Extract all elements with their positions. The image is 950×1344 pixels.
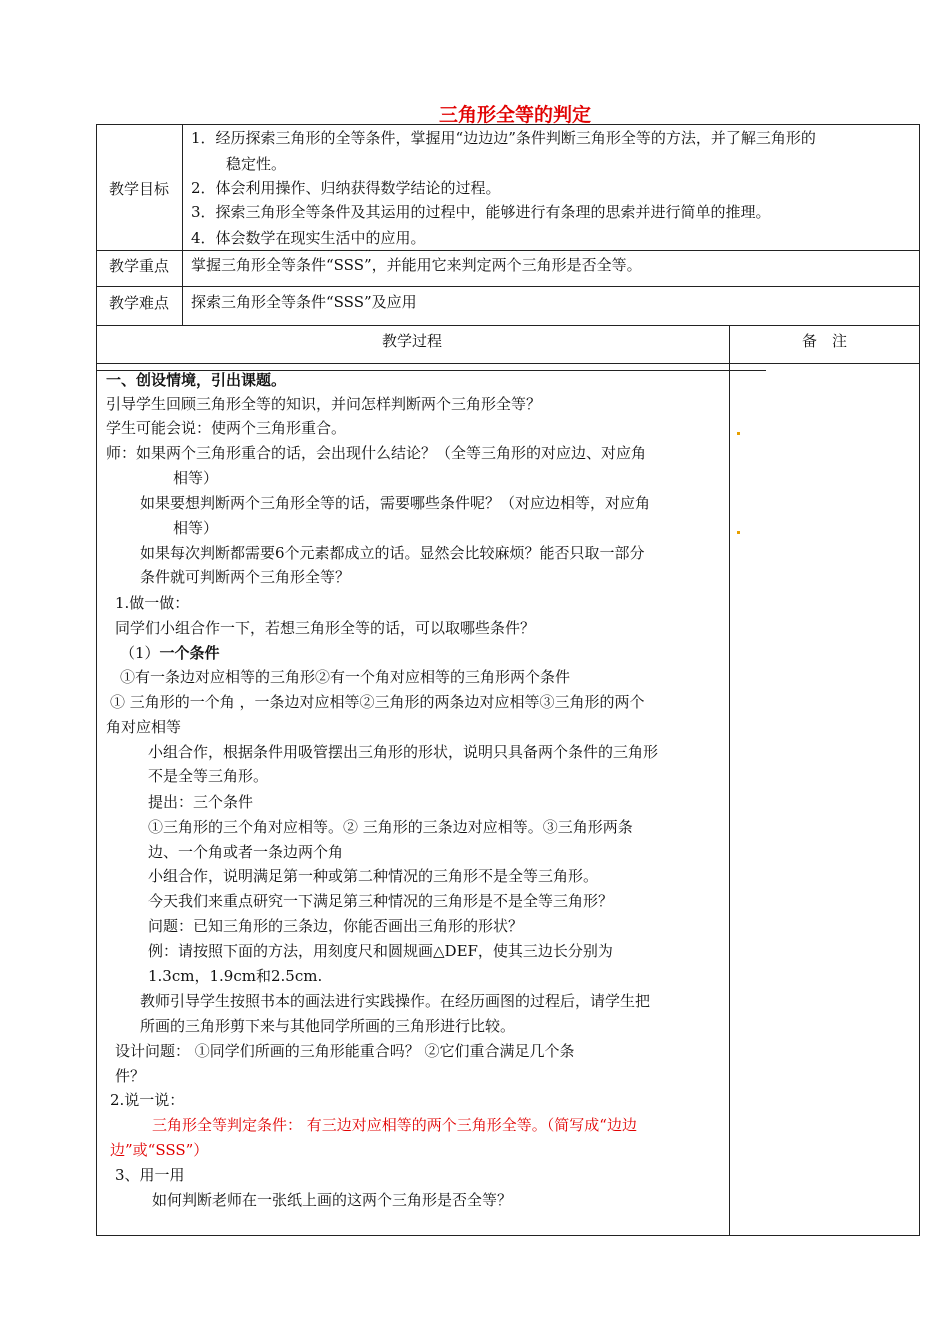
- content-line: ① 三角形的一个角 ，一条边对应相等②三角形的两条边对应相等③三角形的两个: [110, 693, 645, 711]
- mark-dot: [737, 432, 740, 435]
- content-line: 边、一个角或者一条边两个角: [148, 843, 344, 861]
- difficulty-text: 探索三角形全等条件“SSS”及应用: [191, 293, 417, 311]
- process-header: 教学过程: [382, 332, 443, 350]
- content-line: 师：如果两个三角形重合的话，会出现什么结论？（全等三角形的对应边、对应角: [106, 444, 647, 462]
- content-line: 2.说一说：: [110, 1091, 185, 1109]
- content-line: 相等）: [173, 519, 219, 537]
- content-line: 设计问题： ①同学们所画的三角形能重合吗？ ②它们重合满足几个条: [115, 1042, 575, 1060]
- page-title: 三角形全等的判定: [438, 104, 591, 126]
- row-divider: [96, 325, 920, 326]
- subheading: 一个条件: [159, 644, 220, 662]
- label-column-divider: [182, 124, 183, 325]
- row-divider: [96, 286, 920, 287]
- content-line: [120, 643, 220, 663]
- content-line: 1.做一做：: [115, 594, 190, 612]
- content-line: 所画的三角形剪下来与其他同学所画的三角形进行比较。: [140, 1017, 516, 1035]
- content-line: 如何判断老师在一张纸上画的这两个三角形是否全等？: [152, 1191, 513, 1209]
- content-line: 今天我们来重点研究一下满足第三种情况的三角形是不是全等三角形？: [148, 892, 614, 910]
- notes-header: 备 注: [802, 332, 848, 350]
- objective-item: 3．探索三角形全等条件及其运用的过程中，能够进行有条理的思索并进行简单的推理。: [191, 203, 771, 221]
- difficulty-label: 教学难点: [108, 294, 169, 312]
- objective-item: 稳定性。: [226, 155, 287, 173]
- content-line: 件？: [115, 1067, 146, 1085]
- content-line: 引导学生回顾三角形全等的知识，并问怎样判断两个三角形全等？: [106, 395, 542, 413]
- content-line: 1.3cm，1.9cm和2.5cm.: [148, 967, 323, 985]
- mark-dot: [737, 531, 740, 534]
- content-line: 不是全等三角形。: [148, 767, 269, 785]
- content-line: 问题：已知三角形的三条边，你能否画出三角形的形状？: [148, 917, 524, 935]
- content-line: 教师引导学生按照书本的画法进行实践操作。在经历画图的过程后，请学生把: [140, 992, 651, 1010]
- objective-item: 4．体会数学在现实生活中的应用。: [191, 229, 426, 247]
- key-point-text: 掌握三角形全等条件“SSS”，并能用它来判定两个三角形是否全等。: [191, 256, 642, 274]
- objective-item: 2．体会利用操作、归纳获得数学结论的过程。: [191, 179, 501, 197]
- notes-column-divider: [729, 325, 730, 1236]
- key-point-label: 教学重点: [108, 257, 169, 275]
- content-line: 如果每次判断都需要6个元素都成立的话。显然会比较麻烦？能否只取一部分: [140, 544, 645, 562]
- objectives-label: 教学目标: [108, 180, 169, 198]
- row-divider: [96, 250, 920, 251]
- objective-item: 1．经历探索三角形的全等条件，掌握用“边边边”条件判断三角形全等的方法，并了解三角形的: [191, 129, 816, 147]
- content-line: ①有一条边对应相等的三角形②有一个角对应相等的三角形两个条件: [120, 668, 571, 686]
- highlight-line: 边”或“SSS”）: [110, 1141, 209, 1159]
- item-number: （1）: [120, 644, 160, 662]
- content-line: 例：请按照下面的方法，用刻度尺和圆规画△DEF，使其三边长分别为: [148, 942, 613, 960]
- content-line: 条件就可判断两个三角形全等？: [140, 568, 351, 586]
- content-line: ①三角形的三个角对应相等。② 三角形的三条边对应相等。③三角形两条: [148, 818, 633, 836]
- content-line: 如果要想判断两个三角形全等的话，需要哪些条件呢？（对应边相等，对应角: [140, 494, 651, 512]
- content-line: 小组合作，说明满足第一种或第二种情况的三角形不是全等三角形。: [148, 867, 599, 885]
- section-heading: 一、创设情境，引出课题。: [106, 371, 287, 389]
- row-divider: [96, 363, 920, 364]
- content-line: 小组合作，根据条件用吸管摆出三角形的形状，说明只具备两个条件的三角形: [148, 743, 659, 761]
- content-line: 3、用一用: [115, 1166, 185, 1184]
- content-line: 角对应相等: [106, 718, 182, 736]
- content-line: 学生可能会说：使两个三角形重合。: [106, 419, 347, 437]
- content-line: 相等）: [173, 469, 219, 487]
- content-line: 同学们小组合作一下，若想三角形全等的话，可以取哪些条件？: [115, 619, 536, 637]
- content-line: 提出：三个条件: [148, 793, 254, 811]
- highlight-line: 三角形全等判定条件： 有三边对应相等的两个三角形全等。（简写成“边边: [152, 1116, 637, 1134]
